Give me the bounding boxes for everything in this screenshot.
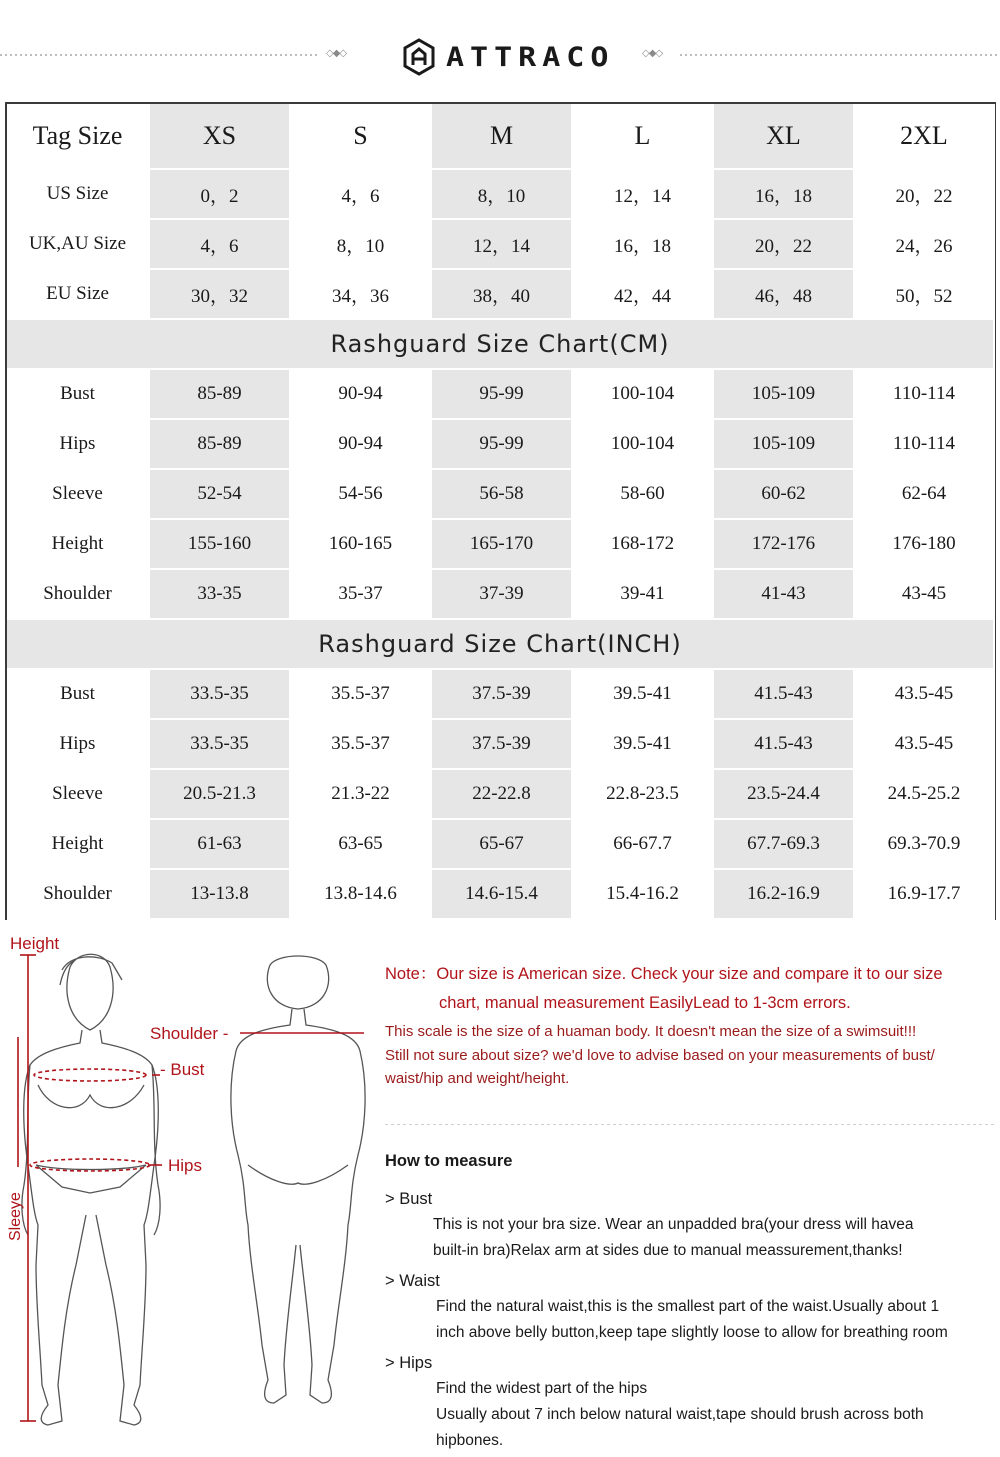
row-label: Hips	[7, 719, 149, 769]
body-measurement-figure	[0, 925, 380, 1457]
brand-logo-icon	[402, 38, 436, 76]
table-cell: 39.5-41	[572, 669, 713, 719]
bust-heading: > Bust	[385, 1190, 433, 1208]
table-cell: 16，18	[572, 219, 713, 269]
table-cell: 14.6-15.4	[431, 869, 572, 919]
brand-name: ATTRACO	[446, 41, 615, 73]
table-row	[7, 419, 994, 469]
howto-title: How to measure	[385, 1152, 513, 1170]
table-cell: 56-58	[431, 469, 572, 519]
table-cell: 23.5-24.4	[713, 769, 854, 819]
table-cell: 20，22	[713, 219, 854, 269]
table-cell: 105-109	[713, 369, 854, 419]
table-cell: 155-160	[149, 519, 290, 569]
table-cell: 16.9-17.7	[854, 869, 994, 919]
notes-divider	[385, 1124, 997, 1125]
table-cell: 24.5-25.2	[854, 769, 994, 819]
table-cell: 39-41	[572, 569, 713, 619]
table-cell: 43-45	[854, 569, 994, 619]
table-cell: 16.2-16.9	[713, 869, 854, 919]
table-cell: 4，6	[149, 219, 290, 269]
table-cell: 62-64	[854, 469, 994, 519]
table-cell: 54-56	[290, 469, 431, 519]
row-label: Sleeve	[7, 469, 149, 519]
table-cell: 90-94	[290, 369, 431, 419]
section-title-inch: Rashguard Size Chart(INCH)	[7, 619, 994, 669]
header-cell: XL	[713, 104, 854, 169]
row-label: EU Size	[7, 269, 149, 319]
table-cell: 22-22.8	[431, 769, 572, 819]
table-cell: 8，10	[290, 219, 431, 269]
waist-text-2: inch above belly button,keep tape slightly loose to allow for breathing room	[436, 1324, 948, 1341]
table-cell: 66-67.7	[572, 819, 713, 869]
table-row	[7, 769, 994, 819]
header-cell: Tag Size	[7, 104, 149, 169]
table-cell: 37-39	[431, 569, 572, 619]
table-cell: 33.5-35	[149, 719, 290, 769]
table-row	[7, 669, 994, 719]
table-header-row	[7, 104, 994, 169]
header-cell: M	[431, 104, 572, 169]
table-row	[7, 819, 994, 869]
table-cell: 37.5-39	[431, 719, 572, 769]
note-line-4: Still not sure about size? we'd love to advise based on your measurements of bust/	[385, 1046, 935, 1064]
note-line-5: waist/hip and weight/height.	[385, 1070, 570, 1087]
note-main	[385, 960, 997, 1018]
table-row	[7, 369, 994, 419]
table-cell: 37.5-39	[431, 669, 572, 719]
header-left-ornament: ◇◆◇	[326, 48, 347, 59]
table-row	[7, 569, 994, 619]
table-cell: 172-176	[713, 519, 854, 569]
header-right-ornament: ◇◆◇	[642, 48, 663, 59]
table-cell: 95-99	[431, 369, 572, 419]
header	[0, 0, 1000, 100]
table-cell: 20，22	[854, 169, 994, 219]
height-label: Height	[10, 934, 60, 953]
header-cell: S	[290, 104, 431, 169]
table-cell: 160-165	[290, 519, 431, 569]
table-cell: 33-35	[149, 569, 290, 619]
table-cell: 52-54	[149, 469, 290, 519]
table-cell: 43.5-45	[854, 669, 994, 719]
bust-text-2: built-in bra)Relax arm at sides due to manual meassurement,thanks!	[433, 1242, 903, 1259]
shoulder-label: Shoulder -	[150, 1024, 229, 1043]
table-cell: 60-62	[713, 469, 854, 519]
table-cell: 13-13.8	[149, 869, 290, 919]
table-cell: 30，32	[149, 269, 290, 319]
table-cell: 63-65	[290, 819, 431, 869]
table-row	[7, 519, 994, 569]
back-body-outline	[231, 956, 365, 1403]
header-left-divider	[0, 54, 318, 56]
how-to-measure	[385, 1148, 1000, 1454]
table-row	[7, 269, 994, 319]
row-label: Height	[7, 819, 149, 869]
table-cell: 16，18	[713, 169, 854, 219]
bust-label: - Bust	[160, 1060, 205, 1079]
waist-text-1: Find the natural waist,this is the smallest part of the waist.Usually about 1	[436, 1298, 940, 1315]
table-cell: 15.4-16.2	[572, 869, 713, 919]
table-cell: 21.3-22	[290, 769, 431, 819]
hips-text-1: Find the widest part of the hips	[436, 1380, 648, 1397]
hips-text-2: Usually about 7 inch below natural waist,tape should brush across both	[436, 1406, 924, 1423]
table-cell: 110-114	[854, 369, 994, 419]
table-row	[7, 869, 994, 919]
table-cell: 12，14	[572, 169, 713, 219]
header-cell: L	[572, 104, 713, 169]
table-row	[7, 469, 994, 519]
table-cell: 176-180	[854, 519, 994, 569]
table-cell: 35-37	[290, 569, 431, 619]
table-cell: 69.3-70.9	[854, 819, 994, 869]
row-label: Hips	[7, 419, 149, 469]
table-cell: 100-104	[572, 419, 713, 469]
table-cell: 41.5-43	[713, 719, 854, 769]
section-header-cm	[7, 319, 994, 369]
table-cell: 46，48	[713, 269, 854, 319]
table-cell: 42，44	[572, 269, 713, 319]
table-cell: 22.8-23.5	[572, 769, 713, 819]
table-cell: 67.7-69.3	[713, 819, 854, 869]
table-cell: 61-63	[149, 819, 290, 869]
table-cell: 34，36	[290, 269, 431, 319]
table-row	[7, 169, 994, 219]
row-label: Shoulder	[7, 869, 149, 919]
table-cell: 38，40	[431, 269, 572, 319]
row-label: Sleeve	[7, 769, 149, 819]
section-header-inch	[7, 619, 994, 669]
section-title-cm: Rashguard Size Chart(CM)	[7, 319, 994, 369]
table-cell: 33.5-35	[149, 669, 290, 719]
row-label: Bust	[7, 669, 149, 719]
note-line-1: Note：Our size is American size. Check your size and compare it to our size	[385, 965, 943, 983]
table-cell: 35.5-37	[290, 669, 431, 719]
row-label: US Size	[7, 169, 149, 219]
table-cell: 20.5-21.3	[149, 769, 290, 819]
sleeve-label: Sleeye	[7, 1192, 24, 1241]
hips-label: Hips	[168, 1156, 203, 1175]
table-row	[7, 719, 994, 769]
table-row	[7, 219, 994, 269]
table-cell: 58-60	[572, 469, 713, 519]
row-label: Bust	[7, 369, 149, 419]
bust-text-1: This is not your bra size. Wear an unpadded bra(your dress will havea	[433, 1216, 914, 1233]
table-cell: 13.8-14.6	[290, 869, 431, 919]
table-cell: 110-114	[854, 419, 994, 469]
table-cell: 85-89	[149, 369, 290, 419]
note-line-2: chart, manual measurement EasilyLead to 1-3cm errors.	[439, 994, 851, 1012]
table-cell: 39.5-41	[572, 719, 713, 769]
size-chart-table	[5, 102, 996, 920]
hips-heading: > Hips	[385, 1354, 433, 1372]
table-cell: 4，6	[290, 169, 431, 219]
table-cell: 8，10	[431, 169, 572, 219]
size-notes	[385, 960, 997, 1091]
table-cell: 105-109	[713, 419, 854, 469]
table-cell: 24，26	[854, 219, 994, 269]
table-cell: 41.5-43	[713, 669, 854, 719]
header-right-divider	[680, 54, 1000, 56]
table-cell: 41-43	[713, 569, 854, 619]
table-cell: 12，14	[431, 219, 572, 269]
table-cell: 85-89	[149, 419, 290, 469]
table-cell: 168-172	[572, 519, 713, 569]
note-line-3: This scale is the size of a huaman body. It doesn't mean the size of a swimsuit!!!	[385, 1023, 917, 1040]
row-label: Height	[7, 519, 149, 569]
table-cell: 43.5-45	[854, 719, 994, 769]
header-cell: XS	[149, 104, 290, 169]
brand-logo	[402, 38, 614, 76]
table-cell: 0，2	[149, 169, 290, 219]
row-label: Shoulder	[7, 569, 149, 619]
table-cell: 95-99	[431, 419, 572, 469]
table-cell: 90-94	[290, 419, 431, 469]
table-cell: 50，52	[854, 269, 994, 319]
table-cell: 165-170	[431, 519, 572, 569]
table-cell: 35.5-37	[290, 719, 431, 769]
hips-text-3: hipbones.	[436, 1432, 504, 1449]
front-body-outline	[22, 954, 160, 1425]
note-secondary	[385, 1020, 997, 1091]
row-label: UK,AU Size	[7, 219, 149, 269]
waist-heading: > Waist	[385, 1272, 440, 1290]
table-cell: 100-104	[572, 369, 713, 419]
header-cell: 2XL	[854, 104, 994, 169]
table-cell: 65-67	[431, 819, 572, 869]
